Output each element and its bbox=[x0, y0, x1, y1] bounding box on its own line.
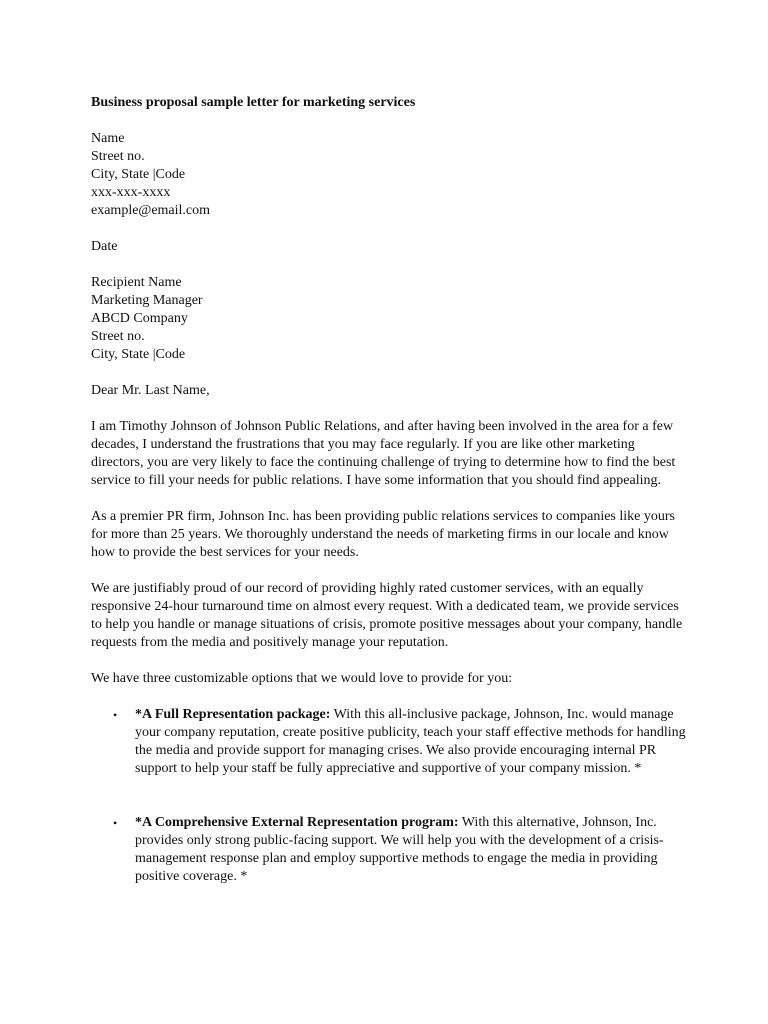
sender-city: City, State |Code bbox=[91, 167, 186, 182]
sender-phone: xxx-xxx-xxxx bbox=[91, 185, 171, 200]
option-heading: *A Comprehensive External Representation program: bbox=[135, 815, 459, 830]
list-item bbox=[91, 706, 687, 778]
option-heading: *A Full Representation package: bbox=[135, 707, 331, 722]
paragraph-introduction: I am Timothy Johnson of Johnson Public Relations, and after having been involved in the area for a few decades, I understand the frustrations that you may face regularly. If you are like other marketing directors, you are very likely to face the continuing challenge of trying to determine how to find the best service to fill your needs for public relations. I have some information that you should find appealing. bbox=[91, 419, 676, 488]
recipient-street: Street no. bbox=[91, 329, 145, 344]
letter-content bbox=[91, 94, 691, 886]
recipient-address bbox=[91, 274, 691, 364]
document-title: Business proposal sample letter for marketing services bbox=[91, 95, 416, 110]
salutation: Dear Mr. Last Name, bbox=[91, 383, 210, 398]
paragraph-services: We are justifiably proud of our record of providing highly rated customer services, with an equally responsive 24-hour turnaround time on almost every request. With a dedicated team, we provide services to help you handle or manage situations of crisis, promote positive messages about your company, handle requests from the media and positively manage your reputation. bbox=[91, 581, 683, 650]
bullet-icon: • bbox=[113, 708, 118, 722]
bullet-icon: • bbox=[113, 816, 118, 830]
sender-name: Name bbox=[91, 131, 125, 146]
recipient-name: Recipient Name bbox=[91, 275, 182, 290]
paragraph-options-intro: We have three customizable options that we would love to provide for you: bbox=[91, 671, 513, 686]
sender-email: example@email.com bbox=[91, 203, 211, 218]
letter-date: Date bbox=[91, 239, 118, 254]
recipient-city: City, State |Code bbox=[91, 347, 186, 362]
sender-address bbox=[91, 130, 691, 220]
sender-street: Street no. bbox=[91, 149, 145, 164]
option-text: With this alternative, Johnson, Inc. provides only strong public-facing support. We will help you with the development of a crisis-management response plan and employ supportive methods to engage the media in providing positive coverage. * bbox=[135, 815, 664, 884]
recipient-company: ABCD Company bbox=[91, 311, 188, 326]
option-text: With this all-inclusive package, Johnson, Inc. would manage your company reputation, create positive publicity, teach your staff effective methods for handling the media and provide support for managing crises. We also provide encouraging internal PR support to help your staff be fully appreciative and supportive of your company mission. * bbox=[135, 707, 686, 776]
recipient-title: Marketing Manager bbox=[91, 293, 203, 308]
list-item bbox=[91, 814, 687, 886]
options-list bbox=[91, 706, 691, 886]
paragraph-firm-history: As a premier PR firm, Johnson Inc. has been providing public relations services to companies like yours for more than 25 years. We thoroughly understand the needs of marketing firms in our locale and know how to provide the best services for your needs. bbox=[91, 509, 675, 560]
